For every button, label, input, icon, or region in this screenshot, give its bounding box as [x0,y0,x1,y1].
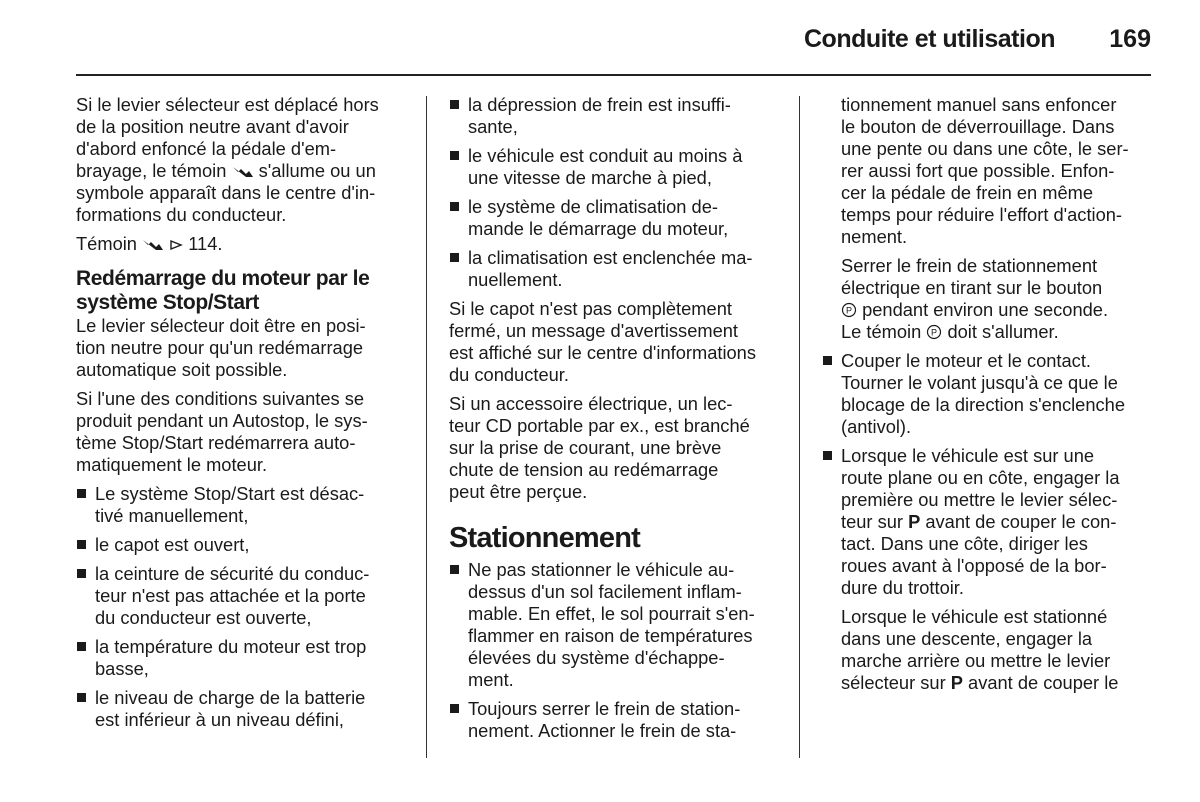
paragraph: Le levier sélecteur doit être en posi- tion neutre pour qu'un redémarrage automatique soit possible. [76,315,366,380]
column-1 [76,94,408,738]
bullet-marker [823,451,832,460]
bullet-marker [77,642,86,651]
page-header [76,22,1151,76]
list-item: le véhicule est conduit au moins à une vitesse de marche à pied, [449,145,781,189]
list-item: Lorsque le véhicule est sur une route plane ou en côte, engager la première ou mettre le levier sélec- teur sur P avant de couper le con- tact. Dans une côte, diriger les roues avant à l'opposé de la bor- dure du trottoir. [822,445,1152,599]
paragraph: Si un accessoire électrique, un lec- teur CD portable par ex., est branché sur la prise de courant, une brève chute de tension au redémarrage peut être perçue. [449,393,750,502]
bullet-marker [450,202,459,211]
bullet-marker [450,565,459,574]
list-item: Le système Stop/Start est désac- tivé manuellement, [76,483,408,527]
column-divider [799,96,800,758]
stop-start-indicator-icon [232,165,254,179]
stop-start-indicator-icon [142,238,164,252]
bullet-marker [450,704,459,713]
list-item: Toujours serrer le frein de station- nement. Actionner le frein de sta- [449,698,781,742]
bullet-marker [823,356,832,365]
column-2 [449,94,781,749]
paragraph: Lorsque le véhicule est stationné dans une descente, engager la marche arrière ou mettre le levier sélecteur sur P avant de couper le [841,606,1119,693]
paragraph: Si le capot n'est pas complètement fermé, un message d'avertissement est affiché sur le centre d'informations du conducteur. [449,298,756,385]
paragraph: Si le levier sélecteur est déplacé hors de la position neutre avant d'avoir d'abord enfoncé la pédale d'em- brayage, le témoin s'allume ou un symbole apparaît dans le centre d'in- formations du conducteur. [76,94,379,225]
svg-text:P: P [931,327,938,338]
list-item: le capot est ouvert, [76,534,408,556]
paragraph: Si l'une des conditions suivantes se produit pendant un Autostop, le sys- tème Stop/Start redémarrera auto- matiquement le moteur. [76,388,368,475]
bullet-marker [77,569,86,578]
bullet-marker [450,151,459,160]
column-3 [822,94,1152,701]
svg-text:P: P [845,305,853,316]
parking-brake-icon [926,324,942,340]
list-item: la dépression de frein est insuffi- sante, [449,94,781,138]
column-divider [426,96,427,758]
list-item: la climatisation est enclenchée ma- nuellement. [449,247,781,291]
list-item: le système de climatisation de- mande le démarrage du moteur, [449,196,781,240]
list-item: Couper le moteur et le contact. Tourner le volant jusqu'à ce que le blocage de la direction s'enclenche (antivol). [822,350,1152,438]
list-item: la température du moteur est trop basse, [76,636,408,680]
bullet-marker [77,693,86,702]
parking-brake-icon [841,302,857,318]
section-heading: Stationnement [449,522,641,554]
bullet-marker [450,100,459,109]
list-item: Ne pas stationner le véhicule au- dessus d'un sol facilement inflam- mable. En effet, le sol pourrait s'en- flammer en raison de températures élevées du système d'échappe- ment. [449,559,781,691]
list-item: le niveau de charge de la batterie est inférieur à un niveau défini, [76,687,408,731]
section-title: Conduite et utilisation [804,25,1055,53]
reference-paragraph: Témoin 114. [76,233,223,254]
bullet-marker [450,253,459,262]
subsection-heading: Redémarrage du moteur par le système Stop/Start [76,267,370,314]
page-number: 169 [1109,25,1151,53]
bullet-marker [77,540,86,549]
paragraph: Serrer le frein de stationnement électrique en tirant sur le bouton P pendant environ une seconde. Le témoin P doit s'allumer. [841,255,1109,342]
paragraph: tionnement manuel sans enfoncer le bouton de déverrouillage. Dans une pente ou dans une côte, le ser- rer aussi fort que possible. Enfon- cer la pédale de frein en même temps pour réduire l'effort d'action- nement. [841,94,1129,247]
page-reference-arrow-icon [169,238,183,252]
list-item: la ceinture de sécurité du conduc- teur n'est pas attachée et la porte du conducteur est ouverte, [76,563,408,629]
bullet-marker [77,489,86,498]
